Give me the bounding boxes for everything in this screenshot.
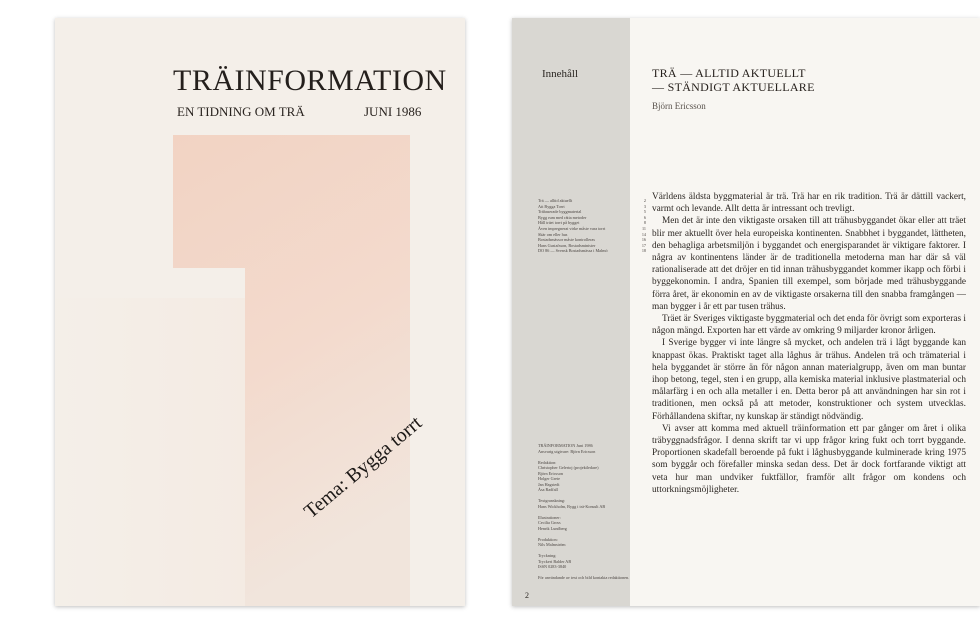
article-title-line-1: TRÄ — ALLTID AKTUELLT bbox=[652, 66, 806, 80]
colophon-line: Holger Grete bbox=[538, 476, 560, 481]
magazine-cover bbox=[55, 18, 465, 606]
toc-item-page: 5 bbox=[643, 209, 646, 215]
table-of-contents bbox=[538, 198, 646, 254]
magazine-subtitle: EN TIDNING OM TRÄ bbox=[177, 104, 305, 119]
inner-page bbox=[512, 18, 980, 606]
article-paragraph: Men det är inte den viktigaste orsaken till att trähusbyggandet ökar eller att träet blir mer aktuellt över hela europeiska kontinenten. Snabbhet i byggandet, lättheten, den behagliga arbetsmiljön i byggandet och energisparandet är viktigare faktorer. I några av kontinentens länder är de traditionella metoderna man har där så väl rationaliserade att det dröjer en tid innan trähusbyggandet kommer ikapp och förbi i byggekonomin. I andra, Spanien till exempel, som började med trähusbyggande förra året, är ekonomin en av de viktigaste orsakerna till den snabba framgången — man bygger i år ett par tusen trähus. bbox=[652, 216, 966, 312]
colophon-line: Björn Ericsson bbox=[538, 470, 564, 476]
toc-item-page: 6 bbox=[643, 214, 646, 220]
toc-item-title: DO 86 — Svensk Bostadsmässa i Malmö bbox=[538, 248, 608, 254]
colophon-line: Ansvarig utgivare: Björn Ericsson bbox=[538, 448, 596, 454]
toc-item-title: Håll träet torrt på bygget bbox=[538, 220, 580, 226]
colophon-line: Henrik Lundberg bbox=[538, 525, 567, 531]
colophon-line: Produktion: bbox=[538, 536, 558, 542]
toc-item-title: Hans Gustafsson, Bostadsminister bbox=[538, 242, 596, 248]
toc-item-page: 2 bbox=[643, 198, 646, 203]
toc-item-title: Bygg rum med rätta metoder bbox=[538, 214, 587, 220]
toc-item-page: 8 bbox=[643, 220, 646, 226]
toc-item-page: 3 bbox=[643, 203, 646, 209]
colophon-line: Redaktion: bbox=[538, 459, 557, 465]
toc-item-title: Träbaserade byggmaterial bbox=[538, 209, 582, 215]
colophon-line: ISSN 0283-3840 bbox=[538, 564, 567, 569]
colophon-line: Tryckeri Balder AB bbox=[538, 558, 572, 564]
colophon-line: TRÄINFORMATION Juni 1986 bbox=[538, 443, 593, 448]
toc-item-page: 17 bbox=[641, 242, 646, 248]
toc-item-page: 18 bbox=[641, 248, 646, 254]
toc-item-title: Även impregnerat virke måste vara torrt bbox=[538, 225, 606, 231]
article-paragraph: Världens äldsta byggmaterial är trä. Trä har en rik tradition. Trä är dättill vackert, varmt och levande. Allt detta är intressant och trevligt. bbox=[652, 192, 966, 215]
toc-item-title: Skär om eller hus bbox=[538, 231, 568, 237]
colophon-line: Åsa Radfall bbox=[538, 487, 558, 492]
magazine-title: TRÄINFORMATION bbox=[173, 64, 447, 97]
colophon-line: Illustrationer: bbox=[538, 514, 561, 520]
issue-date: JUNI 1986 bbox=[364, 104, 422, 119]
article-paragraph: Träet är Sveriges viktigaste byggmaterial och det enda för övrigt som exporteras i någon mängd. Exporten har ett värde av omkring 9 miljarder kronor årligen. bbox=[652, 314, 966, 337]
article-paragraph: Vi avser att komma med aktuell träinformation ett par gånger om året i olika träbyggnadsfrågor. I denna skrift tar vi upp frågor kring fukt och torrt byggande. Proportionen skadefall beroende på fukt i låghusbyggande kulminerade kring 1975 som byggår och förefaller minska sedan dess. Det är dock fortfarande viktigt att veta hur man undviker fuktfällor, framför allt frågor om kondens och uttorkningsmöjligheter. bbox=[652, 423, 966, 495]
toc-heading: Innehåll bbox=[542, 68, 579, 80]
toc-item bbox=[538, 248, 646, 254]
theme-text: Tema: Bygga torrt bbox=[300, 411, 427, 523]
colophon-line: För användande av text och bild kontakta redaktionen. bbox=[538, 575, 630, 580]
toc-item-title: Bostadsmässor måste kontrolleras bbox=[538, 237, 595, 243]
toc-item-title: Trä — alltid aktuellt bbox=[538, 198, 573, 203]
colophon-line: Tryckning: bbox=[538, 553, 557, 558]
colophon-line: Jan Hagstedt bbox=[538, 481, 560, 487]
article-title bbox=[652, 66, 815, 94]
toc-item-page: 14 bbox=[641, 231, 646, 237]
colophon-line: Christopher Gelertoj (projektledare) bbox=[538, 465, 599, 470]
article-body bbox=[652, 191, 966, 601]
toc-item-title: Att Bygga Torrt bbox=[538, 203, 565, 209]
page-number: 2 bbox=[525, 591, 529, 600]
colophon-line: Cecilia Gross bbox=[538, 520, 561, 525]
colophon-line: Hans Wickholm, Bygg i trä-Konsult AB bbox=[538, 503, 606, 509]
colophon-line: Nils Malmström bbox=[538, 542, 566, 547]
shape-foot-fade bbox=[55, 298, 245, 606]
colophon bbox=[538, 443, 646, 581]
article-author: Björn Ericsson bbox=[652, 101, 706, 111]
article-paragraph: I Sverige bygger vi inte längre så mycket, och andelen trä i lågt byggande kan knappast ökas. Praktiskt taget alla låghus är trähus. Andelen trä och trämaterial i hela byggandet är större än för någon annan materialgrupp, även om man buntar ihop betong, tegel, sten i en grupp, alla kemiska material inklusive plastmaterial och målarfärg i en och alla metaller i en. Detta beror på att användningen har sin rot i traditionen, men också på att metoder, konstruktioner och system utvecklas. Förhållandena skiftar, ny kunskap är ständigt nödvändig. bbox=[652, 338, 966, 422]
article-title-line-2: — STÄNDIGT AKTUELLARE bbox=[652, 80, 815, 94]
toc-item-page: 11 bbox=[641, 225, 646, 231]
colophon-line: Textgranskning: bbox=[538, 498, 566, 503]
toc-item-page: 16 bbox=[641, 237, 646, 243]
